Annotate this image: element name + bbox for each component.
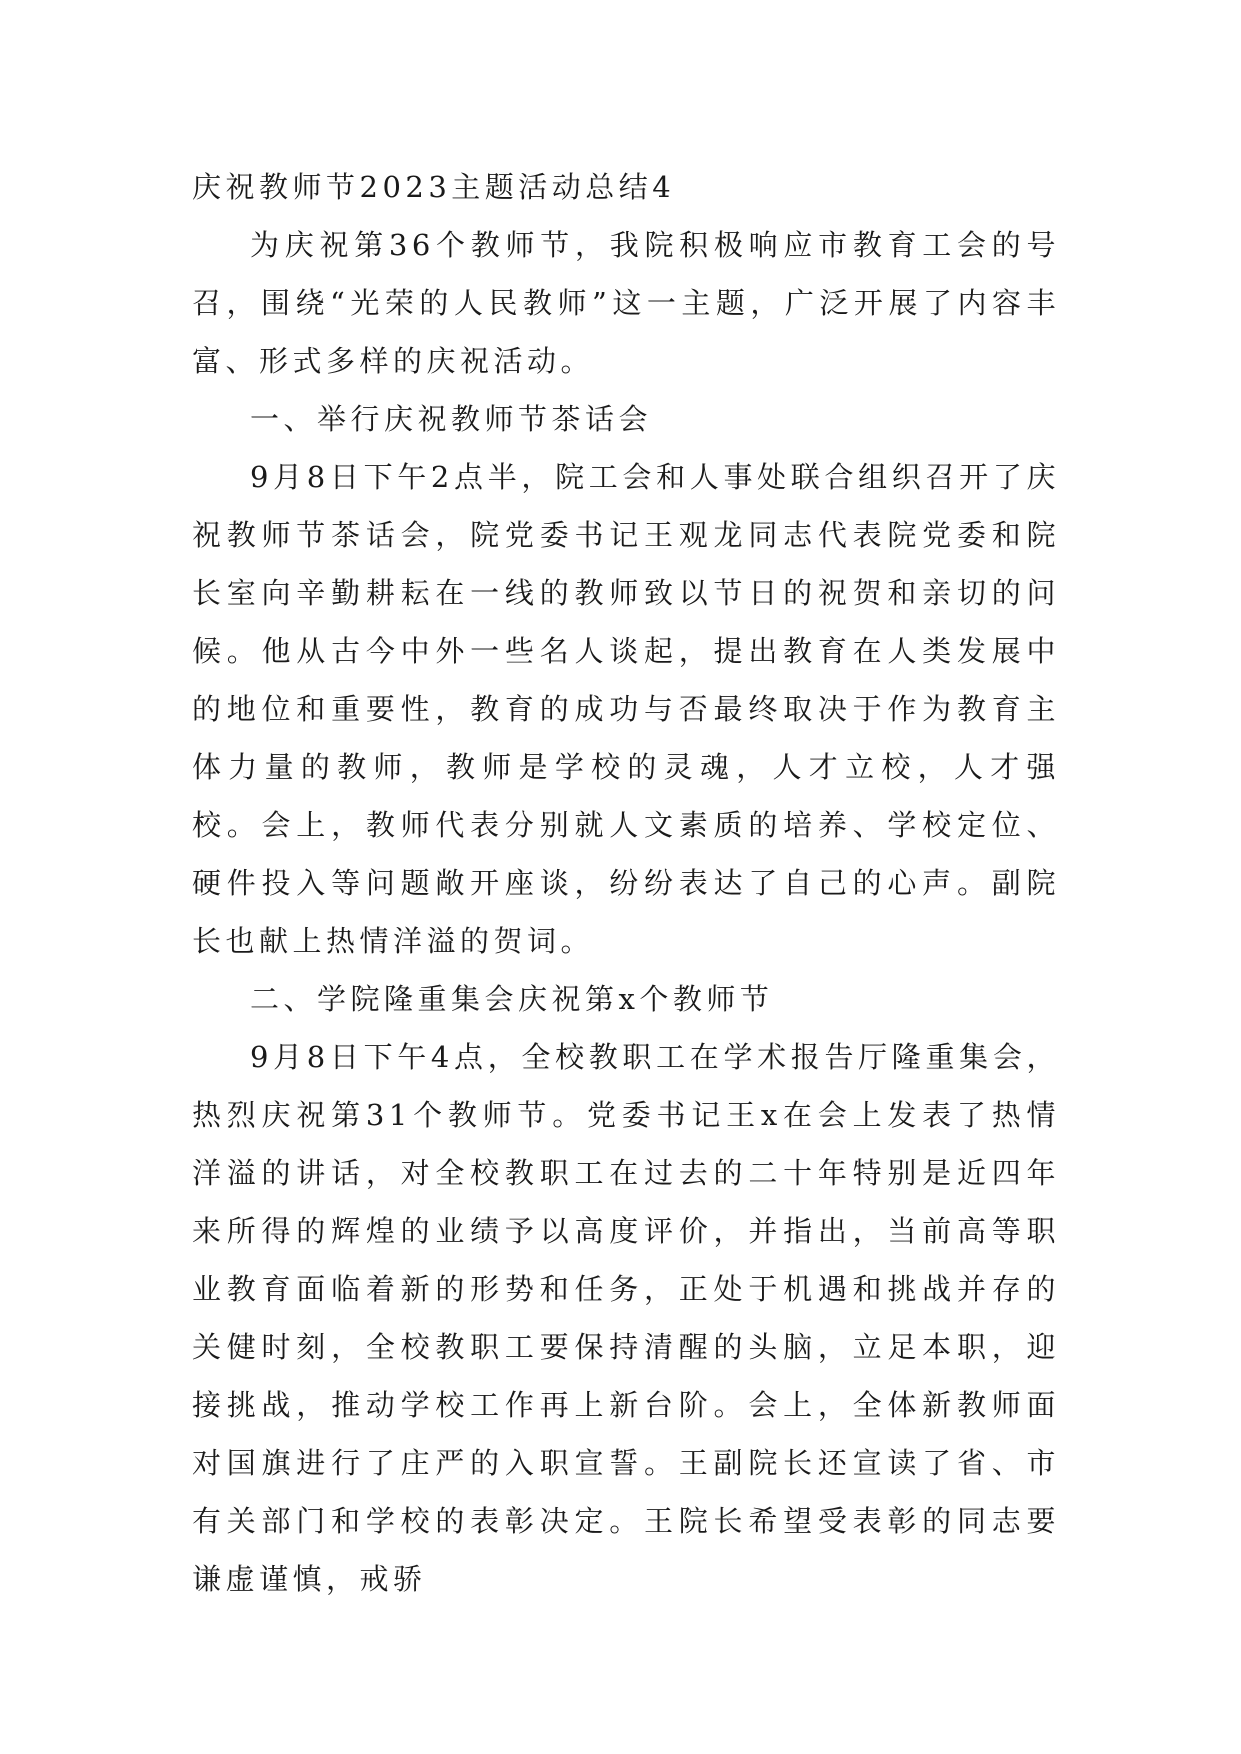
intro-paragraph: 为庆祝第36个教师节，我院积极响应市教育工会的号召，围绕“光荣的人民教师”这一主题，广泛开展了内容丰富、形式多样的庆祝活动。	[192, 228, 1060, 378]
section-1-paragraph: 9月8日下午2点半，院工会和人事处联合组织召开了庆祝教师节茶话会，院党委书记王观龙同志代表院党委和院长室向辛勤耕耘在一线的教师致以节日的祝贺和亲切的问候。他从古今中外一些名人谈起，提出教育在人类发展中的地位和重要性，教育的成功与否最终取决于作为教育主体力量的教师，教师是学校的灵魂，人才立校，人才强校。会上，教师代表分别就人文素质的培养、学校定位、硬件投入等问题敞开座谈，纷纷表达了自己的心声。副院长也献上热情洋溢的贺词。	[192, 460, 1060, 958]
section-2-paragraph: 9月8日下午4点，全校教职工在学术报告厅隆重集会，热烈庆祝第31个教师节。党委书记王x在会上发表了热情洋溢的讲话，对全校教职工在过去的二十年特别是近四年来所得的辉煌的业绩予以高度评价，并指出，当前高等职业教育面临着新的形势和任务，正处于机遇和挑战并存的关健时刻，全校教职工要保持清醒的头脑，立足本职，迎接挑战，推动学校工作再上新台阶。会上，全体新教师面对国旗进行了庄严的入职宣誓。王副院长还宣读了省、市有关部门和学校的表彰决定。王院长希望受表彰的同志要谦虚谨慎，戒骄	[192, 1040, 1060, 1596]
document-body	[192, 158, 1060, 1608]
section-heading-2: 二、学院隆重集会庆祝第x个教师节	[250, 982, 774, 1016]
section-heading-1: 一、举行庆祝教师节茶话会	[250, 402, 653, 436]
document-title: 庆祝教师节2023主题活动总结4	[192, 170, 676, 204]
